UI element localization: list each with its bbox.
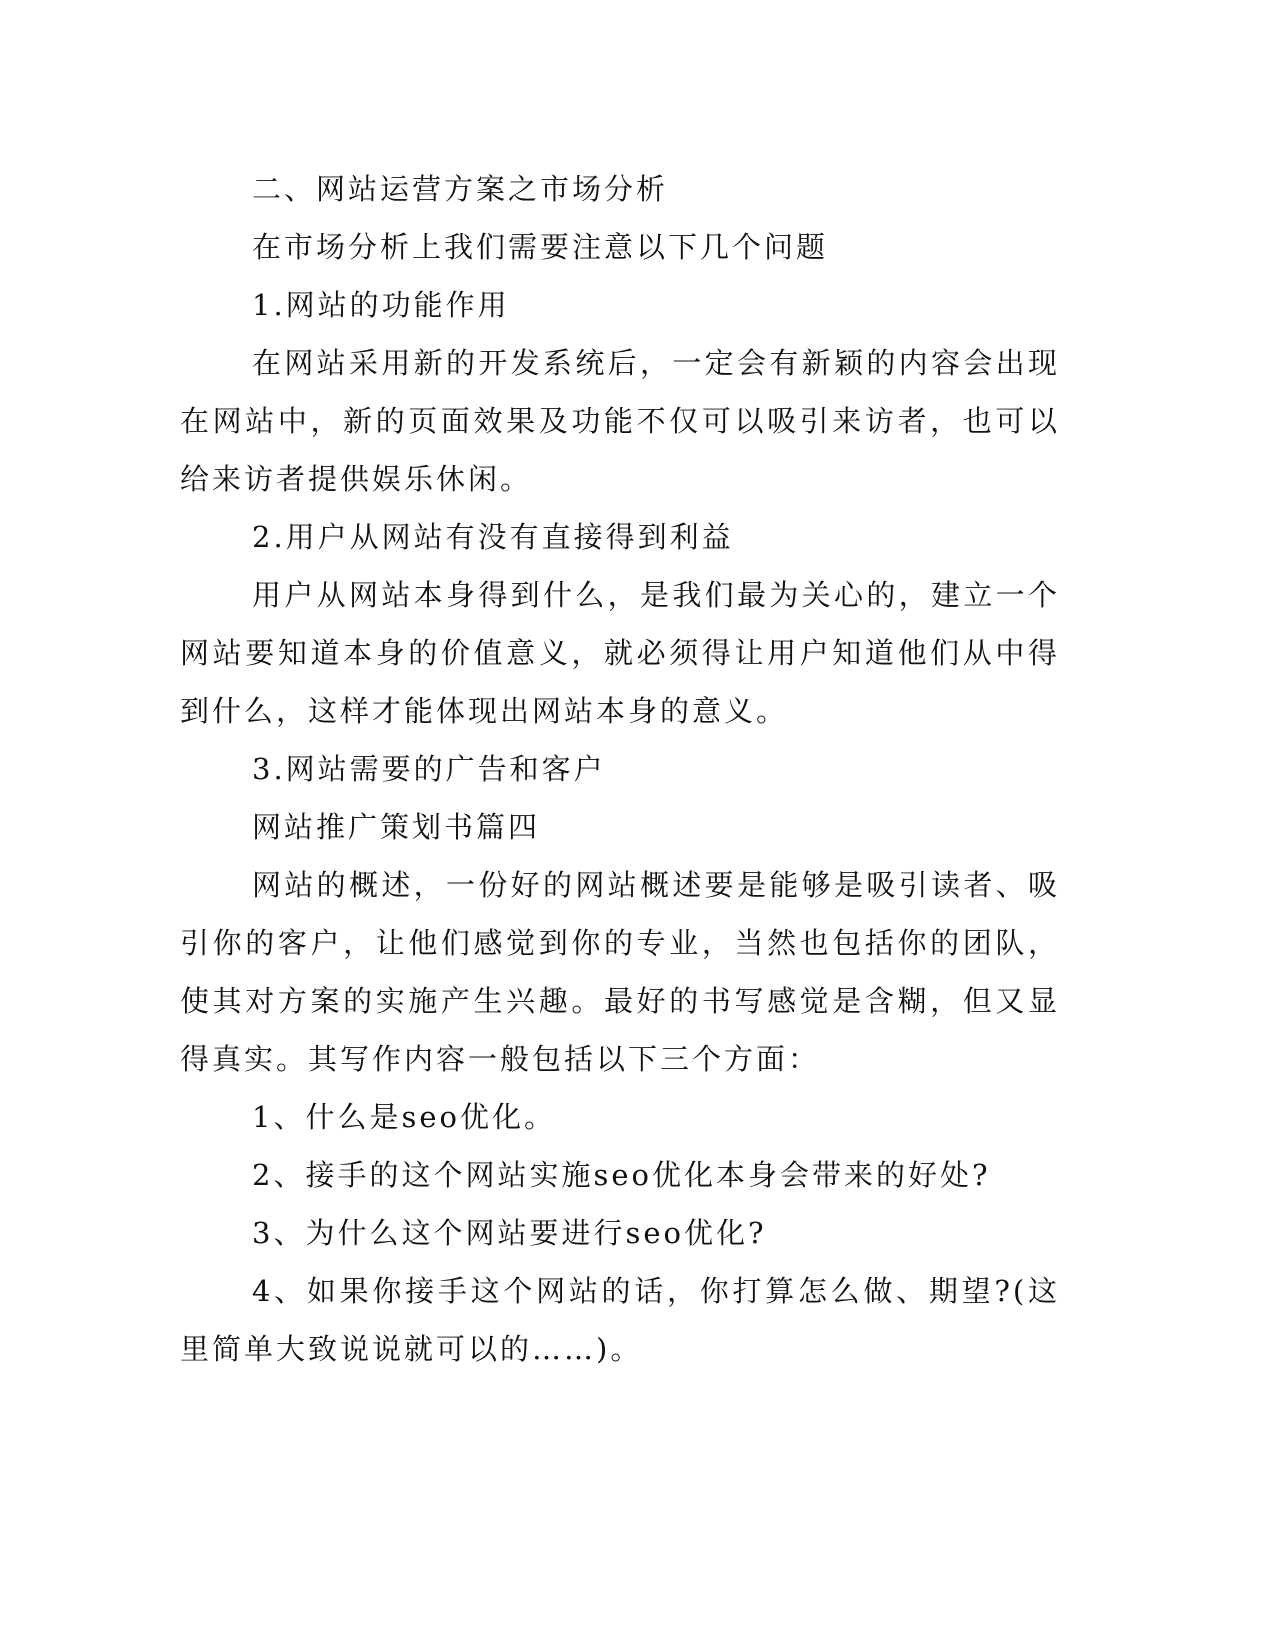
section-heading-part-four: 网站推广策划书篇四 (252, 810, 541, 844)
paragraph-user-benefit: 用户从网站本身得到什么，是我们最为关心的，建立一个网站要知道本身的价值意义，就必须得让用户知道他们从中得到什么，这样才能体现出网站本身的意义。 (180, 578, 1060, 728)
list-item-seo-2: 2、接手的这个网站实施seo优化本身会带来的好处? (252, 1158, 991, 1192)
list-item-heading-1: 1.网站的功能作用 (252, 288, 510, 322)
paragraph-website-function: 在网站采用新的开发系统后，一定会有新颖的内容会出现在网站中，新的页面效果及功能不仅可以吸引来访者，也可以给来访者提供娱乐休闲。 (180, 346, 1060, 496)
list-item-seo-3: 3、为什么这个网站要进行seo优化? (252, 1216, 767, 1250)
section-heading-market-analysis: 二、网站运营方案之市场分析 (252, 172, 669, 206)
document-body (180, 160, 1060, 1378)
paragraph-website-overview: 网站的概述，一份好的网站概述要是能够是吸引读者、吸引你的客户，让他们感觉到你的专业，当然也包括你的团队，使其对方案的实施产生兴趣。最好的书写感觉是含糊，但又显得真实。其写作内容一般包括以下三个方面： (180, 868, 1060, 1076)
paragraph-intro-questions: 在市场分析上我们需要注意以下几个问题 (252, 230, 829, 264)
list-item-heading-2: 2.用户从网站有没有直接得到利益 (252, 520, 734, 554)
list-item-seo-1: 1、什么是seo优化。 (252, 1100, 556, 1134)
list-item-seo-4: 4、如果你接手这个网站的话，你打算怎么做、期望?(这里简单大致说说就可以的……)。 (180, 1274, 1060, 1366)
list-item-heading-3: 3.网站需要的广告和客户 (252, 752, 606, 786)
